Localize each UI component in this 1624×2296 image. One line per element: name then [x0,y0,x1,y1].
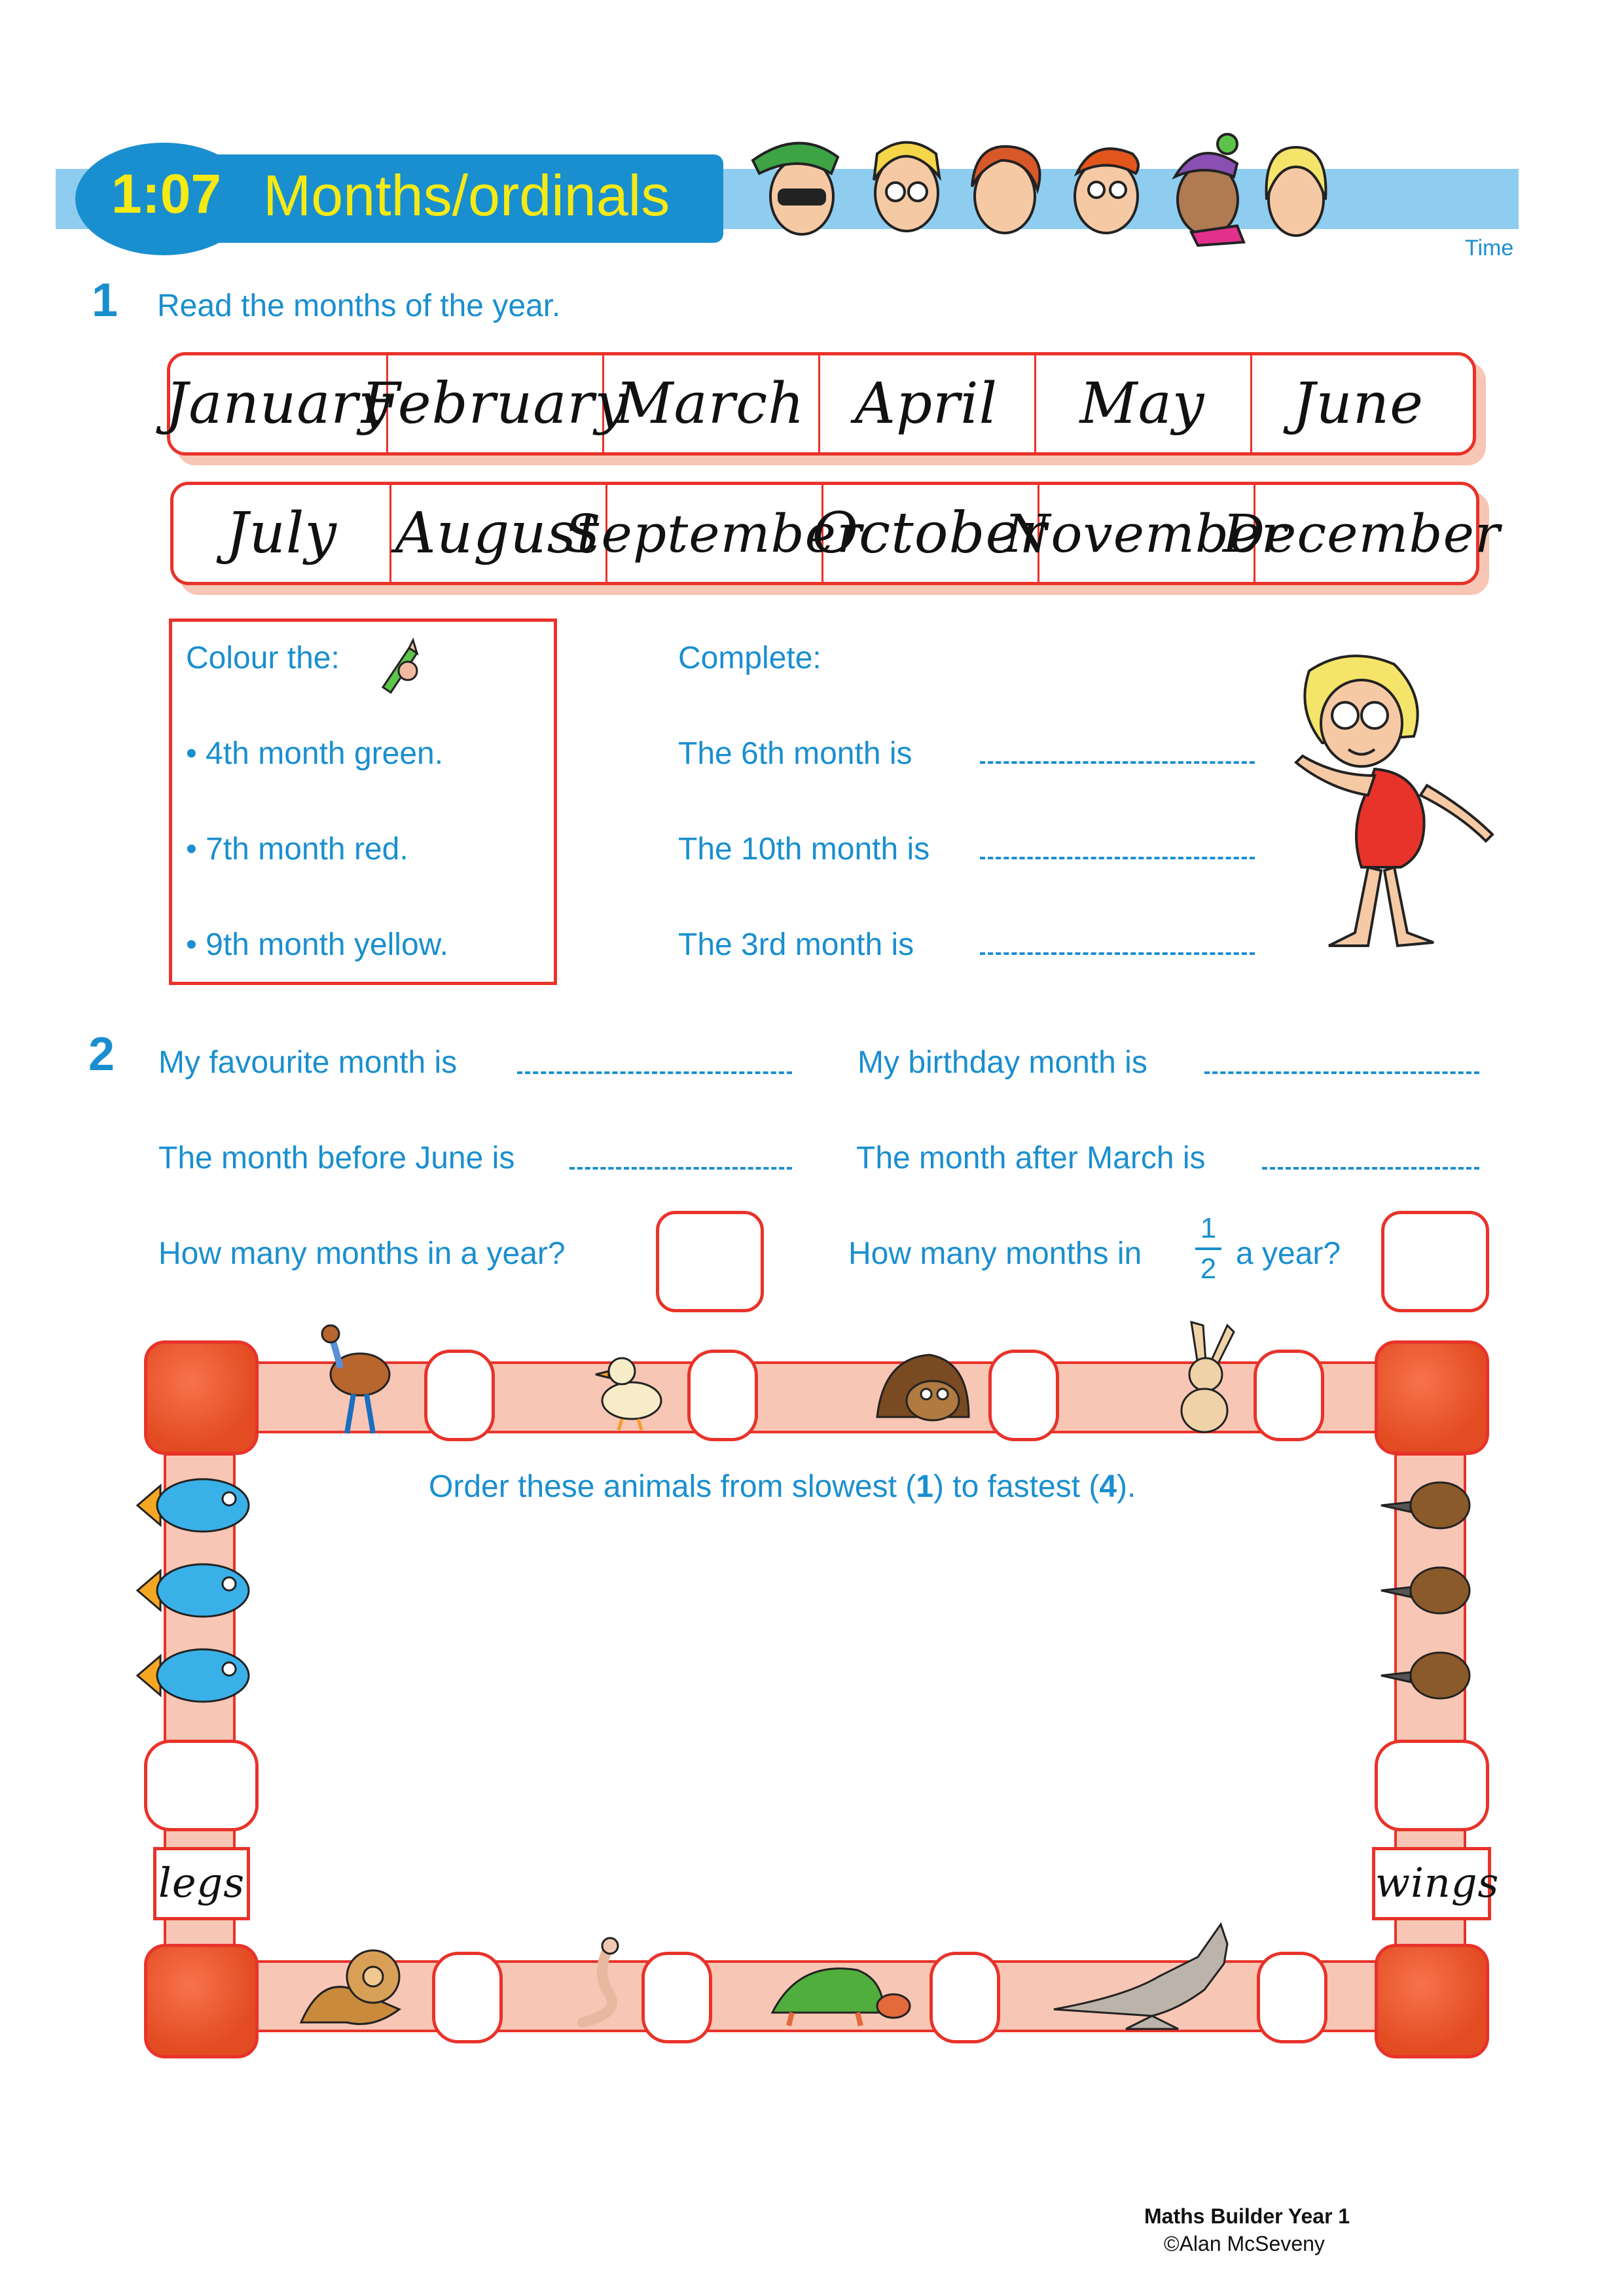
corner-bottom-left [144,1944,259,2058]
month-september: September [605,485,823,582]
month-february: February [386,355,604,452]
fraction-line [1195,1247,1221,1250]
favourite-month-label: My favourite month is [158,1045,458,1080]
fraction-denominator: 2 [1200,1253,1217,1285]
footer-copyright: ©Alan McSeveny [1164,2232,1325,2255]
complete-item-2: The 10th month is [678,832,930,867]
fraction-numerator: 1 [1200,1212,1217,1244]
rabbit-illustration [1165,1319,1244,1437]
question-1-number: 1 [92,274,118,327]
answer-slot-duck[interactable] [687,1350,758,1441]
after-march-answer[interactable] [1262,1167,1479,1170]
kid-face-6 [1267,147,1326,236]
answer-slot-echidna[interactable] [988,1350,1059,1441]
months-in-half-prefix: How many months in [848,1236,1142,1271]
complete-answer-2[interactable] [980,857,1255,859]
answer-slot-birds[interactable] [1375,1740,1489,1831]
months-in-half-suffix: a year? [1236,1236,1341,1271]
month-june: June [1292,371,1424,437]
answer-slot-worm[interactable] [641,1952,712,2043]
complete-item-1: The 6th month is [678,736,912,771]
answer-slot-turtle[interactable] [929,1952,1000,2043]
complete-answer-1[interactable] [980,761,1255,764]
footer-book-title: Maths Builder Year 1 [1144,2204,1350,2228]
after-march-label: The month after March is [856,1141,1206,1175]
kid-face-1 [753,143,838,234]
duck-illustration [589,1342,668,1433]
complete-heading: Complete: [678,641,821,675]
lesson-code: 1:07 [111,163,222,224]
fraction-half [1195,1212,1221,1285]
fish-illustration [124,1466,281,1728]
corner-bottom-right [1375,1944,1489,2058]
pencil-worm-icon [370,635,429,694]
animal-order-instruction [429,1469,1136,1505]
answer-slot-lizard[interactable] [432,1952,503,2043]
favourite-month-answer[interactable] [517,1071,792,1074]
page-title: Months/ordinals [263,163,670,228]
question-1-instruction: Read the months of the year. [157,289,561,323]
instruction-part-1: Order these animals from slowest ( [429,1469,916,1504]
month-december: December [1222,503,1501,564]
month-july: July [173,485,391,582]
instruction-part-3: ). [1117,1469,1136,1504]
wings-label: wings [1372,1847,1491,1920]
instruction-slowest-number: 1 [916,1469,933,1504]
answer-slot-fish[interactable] [144,1740,259,1831]
topic-label: Time [1465,236,1514,260]
colour-item-3: • 9th month yellow. [186,927,449,962]
question-2-number: 2 [88,1028,115,1081]
girl-swimsuit-illustration [1283,645,1525,959]
corner-top-right [1375,1340,1489,1455]
kid-face-3 [972,147,1039,233]
corner-top-left [144,1340,259,1455]
cartoon-faces-illustration [740,128,1329,249]
answer-slot-emu[interactable] [424,1350,495,1441]
colour-heading: Colour the: [186,641,340,675]
colour-item-1: • 4th month green. [186,736,444,771]
turtle-illustration [759,1954,916,2032]
before-june-label: The month before June is [158,1141,515,1175]
month-march: March [602,355,820,452]
birthday-month-answer[interactable] [1204,1071,1479,1074]
before-june-answer[interactable] [569,1167,792,1170]
answer-slot-kangaroo[interactable] [1257,1952,1327,2043]
month-august: August [389,485,607,582]
colour-item-2: • 7th month red. [186,832,408,867]
emu-illustration [308,1322,399,1440]
birthday-month-label: My birthday month is [857,1045,1147,1080]
month-april: April [818,355,1036,452]
month-row-1 [167,352,1476,456]
kid-face-5 [1175,134,1244,245]
months-in-half-box[interactable] [1381,1211,1489,1312]
complete-item-3: The 3rd month is [678,927,914,962]
answer-slot-rabbit[interactable] [1254,1350,1324,1441]
instruction-part-2: ) to fastest ( [933,1469,1100,1504]
echidna-illustration [871,1345,975,1437]
month-october: October [821,485,1039,582]
kangaroo-illustration [1047,1918,1250,2036]
complete-answer-3[interactable] [980,952,1255,955]
lizard-illustration [295,1937,412,2036]
worm-illustration [569,1934,635,2032]
birds-illustration [1375,1466,1492,1728]
month-january: January [170,355,388,452]
kid-face-2 [874,143,939,232]
month-may: May [1034,355,1252,452]
kid-face-4 [1075,149,1138,233]
month-november: November [1038,485,1255,582]
instruction-fastest-number: 4 [1099,1469,1117,1504]
months-in-year-label: How many months in a year? [158,1236,566,1271]
months-in-year-box[interactable] [656,1211,764,1312]
legs-label: legs [153,1847,250,1920]
month-row-2 [170,482,1501,585]
